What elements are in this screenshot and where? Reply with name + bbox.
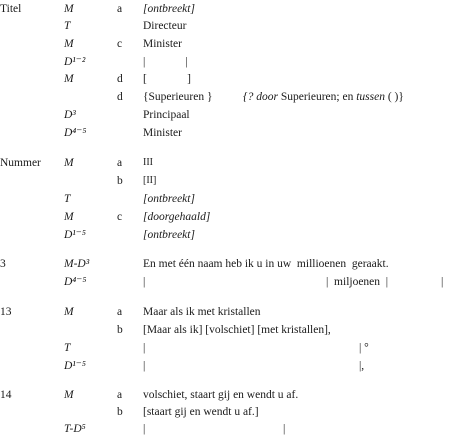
variant-reading: |, xyxy=(359,360,365,372)
variant-reading: [ontbreekt] xyxy=(143,3,195,15)
note-mid: Superieuren; en xyxy=(277,91,357,103)
variant-letter: a xyxy=(117,157,123,169)
apparatus-row xyxy=(0,424,450,438)
apparatus-row xyxy=(0,343,450,357)
apparatus-row xyxy=(0,259,450,273)
variant-letter: d xyxy=(117,91,123,103)
apparatus-row xyxy=(0,110,450,124)
collation-bar: | xyxy=(143,423,146,435)
witness-siglum: D¹⁻⁵ xyxy=(64,229,86,241)
witness-siglum: T xyxy=(64,20,71,32)
variant-reading: Minister xyxy=(143,127,182,139)
variant-letter: c xyxy=(117,211,123,223)
apparatus-row xyxy=(0,92,450,106)
variant-reading: | ° xyxy=(359,342,369,354)
witness-siglum: M xyxy=(64,157,74,169)
variant-letter: b xyxy=(117,175,123,187)
editorial-note xyxy=(243,92,404,104)
variant-reading: [staart gij en wendt u af.] xyxy=(143,406,259,418)
witness-siglum: M xyxy=(64,73,74,85)
variant-letter: d xyxy=(117,73,123,85)
note-door: door xyxy=(256,91,278,103)
witness-siglum: M xyxy=(64,3,74,15)
variant-reading: Principaal xyxy=(143,109,190,121)
variant-reading: [ontbreekt] xyxy=(143,193,195,205)
witness-siglum: D¹⁻² xyxy=(64,56,86,68)
collation-bar: | xyxy=(143,342,146,354)
note-tussen: tussen xyxy=(356,91,385,103)
line-number: 14 xyxy=(0,389,12,401)
apparatus-row xyxy=(0,57,450,71)
line-number: 3 xyxy=(0,258,6,270)
collation-bar: | xyxy=(283,423,286,435)
line-number: 13 xyxy=(0,306,12,318)
variant-reading: {Superieuren } xyxy=(143,91,213,103)
variant-reading: III xyxy=(143,157,153,168)
variant-reading: | miljoenen | xyxy=(326,276,389,288)
witness-siglum: D¹⁻⁵ xyxy=(64,360,86,372)
variant-letter: a xyxy=(117,389,123,401)
witness-siglum: M-D³ xyxy=(64,258,90,270)
apparatus-row xyxy=(0,325,450,339)
variant-reading: Minister xyxy=(143,38,182,50)
apparatus-row xyxy=(0,4,450,18)
variant-reading: [ontbreekt] xyxy=(143,229,195,241)
witness-siglum: T xyxy=(64,193,71,205)
collation-bar: | xyxy=(143,360,146,372)
note-close: ( )} xyxy=(384,91,404,103)
apparatus-row xyxy=(0,194,450,208)
witness-siglum: T-D⁵ xyxy=(64,423,86,435)
witness-siglum: D⁴⁻⁵ xyxy=(64,127,87,139)
note-open: {? xyxy=(243,91,257,103)
variant-reading: [Maar als ik] [volschiet] [met kristallen], xyxy=(143,324,331,336)
base-text: volschiet, staart gij en wendt u af. xyxy=(143,389,299,401)
base-text: Maar als ik met kristallen xyxy=(143,306,261,318)
apparatus-row xyxy=(0,158,450,172)
witness-siglum: M xyxy=(64,306,74,318)
apparatus-row xyxy=(0,74,450,88)
collation-bar: | xyxy=(143,276,146,288)
variant-letter: a xyxy=(117,306,123,318)
lemma-label: Nummer xyxy=(0,157,41,169)
witness-siglum: M xyxy=(64,38,74,50)
apparatus-row xyxy=(0,307,450,321)
variant-reading: Directeur xyxy=(143,20,187,32)
base-text: En met één naam heb ik u in uw millioenen geraakt. xyxy=(143,258,389,270)
witness-siglum: D⁴⁻⁵ xyxy=(64,276,87,288)
variant-letter: a xyxy=(117,3,123,15)
apparatus-row xyxy=(0,39,450,53)
apparatus-row xyxy=(0,361,450,375)
variant-reading: [ ] xyxy=(143,73,191,85)
apparatus-row xyxy=(0,277,450,291)
apparatus-row xyxy=(0,390,450,404)
apparatus-row xyxy=(0,407,450,421)
variant-letter: c xyxy=(117,38,123,50)
apparatus-row xyxy=(0,21,450,35)
variant-letter: b xyxy=(117,406,123,418)
apparatus-row xyxy=(0,212,450,226)
witness-siglum: D³ xyxy=(64,109,76,121)
variant-reading: | | xyxy=(143,56,188,68)
variant-reading: [doorgehaald] xyxy=(143,211,211,223)
lemma-label: Titel xyxy=(0,3,22,15)
apparatus-row xyxy=(0,128,450,142)
witness-siglum: M xyxy=(64,211,74,223)
witness-siglum: M xyxy=(64,389,74,401)
apparatus-row xyxy=(0,230,450,244)
collation-bar: | xyxy=(441,276,444,288)
witness-siglum: T xyxy=(64,342,71,354)
apparatus-row xyxy=(0,176,450,190)
variant-reading: [II] xyxy=(143,175,157,186)
variant-letter: b xyxy=(117,324,123,336)
